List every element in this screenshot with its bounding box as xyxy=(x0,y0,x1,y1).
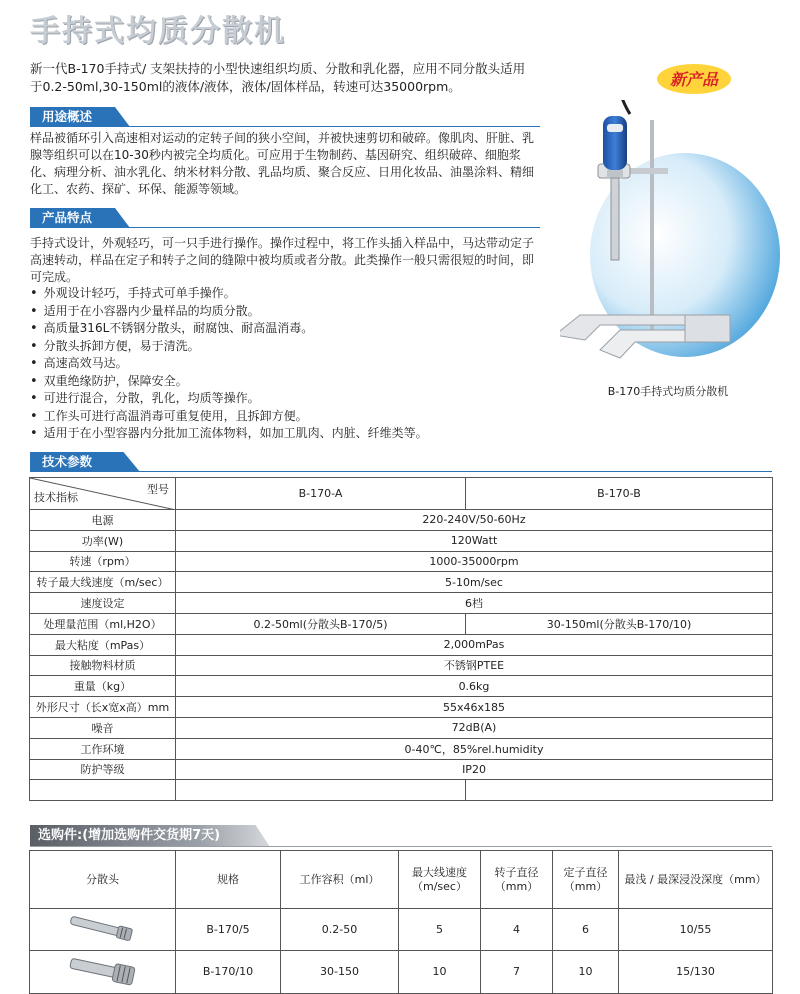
intro-text: 新一代B-170手持式/ 支架扶持的小型快速组织均质、分散和乳化器，应用不同分散头适用于0.2-50ml,30-150ml的液体/液体，液体/固体样品，转速可达35000rpm。 xyxy=(30,61,526,94)
option-depth: 15/130 xyxy=(619,951,773,994)
options-header: 分散头 xyxy=(30,851,176,909)
spec-label: 噪音 xyxy=(30,717,176,738)
feature-item: • 可进行混合，分散，乳化，均质等操作。 xyxy=(30,390,550,408)
specs-heading: 技术参数 xyxy=(42,454,93,469)
option-stator: 10 xyxy=(553,951,619,994)
spec-value: 不锈钢PTEE xyxy=(176,655,773,676)
option-spec: B-170/10 xyxy=(176,951,281,994)
features-heading: 产品特点 xyxy=(42,210,93,225)
new-product-badge xyxy=(655,62,733,96)
feature-item: • 高速高效马达。 xyxy=(30,355,550,373)
spec-value: 72dB(A) xyxy=(176,717,773,738)
spec-label: 外形尺寸（长x宽x高）mm xyxy=(30,697,176,718)
model-a-header: B-170-A xyxy=(176,478,466,510)
options-header: 规格 xyxy=(176,851,281,909)
spec-label: 处理量范围（ml,H2O） xyxy=(30,613,176,634)
option-depth: 10/55 xyxy=(619,909,773,951)
spec-label: 接触物料材质 xyxy=(30,655,176,676)
dispersing-head-small-icon xyxy=(68,913,138,943)
dispersing-head-large-icon xyxy=(68,953,138,987)
corner-top-label: 型号 xyxy=(147,483,169,496)
options-section-tab xyxy=(30,825,220,847)
spec-value: 0.6kg xyxy=(176,676,773,697)
usage-heading: 用途概述 xyxy=(42,109,93,124)
dispersing-head-image xyxy=(30,909,176,951)
option-rotor: 7 xyxy=(481,951,553,994)
option-volume: 30-150 xyxy=(281,951,399,994)
spec-value: 120Watt xyxy=(176,530,773,551)
feature-item: • 适用于在小容器内少量样品的均质分散。 xyxy=(30,303,550,321)
spec-label: 转速（rpm） xyxy=(30,551,176,572)
option-speed: 5 xyxy=(399,909,481,951)
spec-label: 最大粘度（mPas） xyxy=(30,634,176,655)
model-b-header: B-170-B xyxy=(466,478,773,510)
spec-value-a: 0.2-50ml(分散头B-170/5) xyxy=(176,613,466,634)
spec-value-b: 30-150ml(分散头B-170/10) xyxy=(466,613,773,634)
option-speed: 10 xyxy=(399,951,481,994)
specs-divider xyxy=(30,471,772,472)
feature-item: • 双重绝缘防护，保障安全。 xyxy=(30,373,550,391)
feature-item: • 外观设计轻巧，手持式可单手操作。 xyxy=(30,285,550,303)
spec-value: 0-40℃，85%rel.humidity xyxy=(176,738,773,759)
features-list xyxy=(30,285,550,443)
corner-header-cell xyxy=(30,478,176,510)
spec-label: 速度设定 xyxy=(30,593,176,614)
feature-item: • 适用于在小型容器内分批加工流体物料，如加工肌肉、内脏、纤维类等。 xyxy=(30,425,550,443)
options-header: 最大线速度（m/sec） xyxy=(399,851,481,909)
option-rotor: 4 xyxy=(481,909,553,951)
specs-section-tab xyxy=(30,452,140,472)
empty-cell xyxy=(466,780,773,801)
spec-label: 功率(W) xyxy=(30,530,176,551)
options-header: 工作容积（ml） xyxy=(281,851,399,909)
options-header: 转子直径（mm） xyxy=(481,851,553,909)
spec-value: 5-10m/sec xyxy=(176,572,773,593)
spec-label: 电源 xyxy=(30,510,176,531)
spec-label: 转子最大线速度（m/sec） xyxy=(30,572,176,593)
spec-value: 220-240V/50-60Hz xyxy=(176,510,773,531)
spec-label: 防护等级 xyxy=(30,759,176,780)
usage-text: 样品被循环引入高速相对运动的定转子间的狭小空间，并被快速剪切和破碎。像肌肉、肝脏、乳腺等组织可以在10-30秒内被完全均质化。可应用于生物制药、基因研究、组织破碎、细胞浆化、病理分析、油水乳化、纳米材料分散、乳品均质、聚合反应、日用化妆品、油墨涂料、精细化工、农药、探矿、环保、能源等领域。 xyxy=(30,131,535,196)
specs-table xyxy=(29,477,773,801)
features-section-tab xyxy=(30,208,130,228)
spec-label: 重量（kg） xyxy=(30,676,176,697)
options-header: 最浅 / 最深浸没深度（mm） xyxy=(619,851,773,909)
options-table xyxy=(29,850,773,994)
empty-cell xyxy=(176,780,466,801)
spec-value: 6档 xyxy=(176,593,773,614)
options-header: 定子直径（mm） xyxy=(553,851,619,909)
features-text: 手持式设计，外观轻巧，可一只手进行操作。操作过程中，将工作头插入样品中，马达带动定子高速转动，样品在定子和转子之间的缝隙中被均质或者分散。此类操作一般只需很短的时间，即可完成。 xyxy=(30,236,535,284)
spec-label: 工作环境 xyxy=(30,738,176,759)
options-heading: 选购件:(增加选购件交货期7天) xyxy=(38,828,221,843)
option-volume: 0.2-50 xyxy=(281,909,399,951)
spec-value: 55x46x185 xyxy=(176,697,773,718)
corner-bottom-label: 技术指标 xyxy=(34,491,78,504)
spec-value: 1000-35000rpm xyxy=(176,551,773,572)
product-photo xyxy=(560,100,780,375)
option-stator: 6 xyxy=(553,909,619,951)
usage-section-tab xyxy=(30,107,130,127)
feature-item: • 分散头拆卸方便，易于清洗。 xyxy=(30,338,550,356)
feature-item: • 高质量316L不锈钢分散头，耐腐蚀、耐高温消毒。 xyxy=(30,320,550,338)
option-spec: B-170/5 xyxy=(176,909,281,951)
photo-caption: B-170手持式均质分散机 xyxy=(607,385,729,398)
badge-label: 新产品 xyxy=(669,70,719,89)
dispersing-head-image xyxy=(30,951,176,994)
feature-item: • 工作头可进行高温消毒可重复使用，且拆卸方便。 xyxy=(30,408,550,426)
spec-value: 2,000mPas xyxy=(176,634,773,655)
empty-cell xyxy=(30,780,176,801)
spec-value: IP20 xyxy=(176,759,773,780)
page-title: 手持式均质分散机 xyxy=(30,14,286,49)
